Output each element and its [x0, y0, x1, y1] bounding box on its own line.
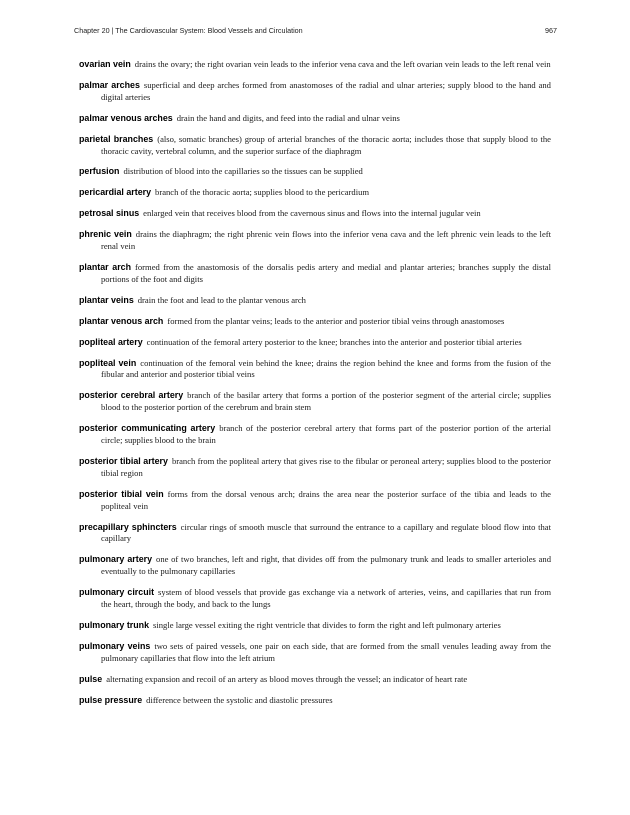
glossary-definition: superficial and deep arches formed from anastomoses of the radial and ulnar arteries; supply blood to the hand and digital arteries — [101, 79, 551, 102]
glossary-definition: continuation of the femoral vein behind the knee; drains the region behind the knee and forms from the fusion of the fibular and anterior and posterior tibial veins — [101, 357, 551, 380]
glossary-entry — [79, 229, 551, 253]
glossary-definition: single large vessel exiting the right ventricle that divides to form the right and left pulmonary arteries — [153, 620, 501, 630]
glossary-term: pulse pressure — [79, 694, 143, 705]
glossary-entry — [79, 337, 551, 349]
glossary-entry — [79, 113, 551, 125]
glossary-definition: distribution of blood into the capillaries so the tissues can be supplied — [123, 166, 363, 177]
glossary-entry — [79, 295, 551, 307]
glossary-term: posterior tibial vein — [79, 488, 164, 499]
glossary-definition: system of blood vessels that provide gas exchange via a network of arteries, veins, and capillaries that run from the heart, through the body, and back to the lungs — [101, 587, 551, 610]
glossary-entry — [79, 59, 551, 71]
glossary-list — [79, 59, 551, 716]
glossary-entry — [79, 641, 551, 665]
glossary-term: pulmonary trunk — [79, 620, 150, 630]
glossary-term: parietal branches — [79, 133, 154, 144]
glossary-definition: branch from the popliteal artery that gives rise to the fibular or peroneal artery; supplies blood to the posterior tibial region — [101, 455, 552, 478]
glossary-term: popliteal artery — [79, 336, 143, 347]
glossary-term: posterior cerebral artery — [79, 390, 184, 401]
glossary-definition: formed from the plantar veins; leads to the anterior and posterior tibial veins through anastomoses — [167, 315, 505, 326]
glossary-definition: enlarged vein that receives blood from the cavernous sinus and flows into the internal jugular vein — [143, 208, 481, 219]
glossary-term: posterior tibial artery — [79, 455, 168, 466]
glossary-term: palmar venous arches — [79, 112, 173, 123]
glossary-entry — [79, 187, 551, 199]
glossary-term: plantar veins — [79, 294, 134, 305]
glossary-entry — [79, 208, 551, 220]
page-number: 967 — [545, 26, 557, 35]
glossary-term: ovarian vein — [79, 59, 131, 69]
glossary-definition: branch of the basilar artery that forms a portion of the posterior segment of the arterial circle; supplies blood to the posterior portion of the cerebrum and brain stem — [101, 390, 551, 413]
glossary-term: phrenic vein — [79, 229, 132, 240]
glossary-term: popliteal vein — [79, 357, 137, 368]
glossary-term: pericardial artery — [79, 187, 152, 198]
glossary-definition: drains the ovary; the right ovarian vein leads to the inferior vena cava and the left ovarian vein leads to the left renal vein — [134, 59, 551, 69]
chapter-title: Chapter 20 | The Cardiovascular System: Blood Vessels and Circulation — [74, 26, 303, 35]
glossary-term: pulmonary circuit — [79, 587, 155, 598]
glossary-term: plantar arch — [79, 261, 132, 272]
glossary-definition: drain the foot and lead to the plantar venous arch — [137, 294, 306, 305]
glossary-term: petrosal sinus — [79, 208, 140, 219]
glossary-term: perfusion — [79, 166, 120, 177]
glossary-entry — [79, 390, 551, 414]
glossary-definition: one of two branches, left and right, that divides off from the pulmonary trunk and leads to smaller arterioles and eventually to the pulmonary capillaries — [101, 554, 551, 577]
glossary-entry — [79, 695, 551, 707]
glossary-definition: branch of the posterior cerebral artery that forms part of the posterior portion of the arterial circle; supplies blood to the brain — [101, 423, 551, 446]
glossary-entry — [79, 554, 551, 578]
glossary-definition: drain the hand and digits, and feed into the radial and ulnar veins — [176, 112, 400, 123]
glossary-definition: circular rings of smooth muscle that surround the entrance to a capillary and regulate blood flow into that capillary — [101, 521, 551, 544]
glossary-term: posterior communicating artery — [79, 423, 216, 434]
glossary-entry — [79, 316, 551, 328]
glossary-definition: two sets of paired vessels, one pair on each side, that are formed from the small venules leading away from the pulmonary capillaries that flow into the left atrium — [101, 640, 551, 663]
glossary-entry — [79, 80, 551, 104]
glossary-definition: formed from the anastomosis of the dorsalis pedis artery and medial and plantar arteries; branches supply the distal portions of the foot and digits — [101, 261, 551, 284]
glossary-entry — [79, 134, 551, 158]
glossary-entry — [79, 358, 551, 382]
glossary-entry — [79, 423, 551, 447]
glossary-entry — [79, 456, 551, 480]
glossary-term: pulse — [79, 673, 103, 684]
glossary-entry — [79, 674, 551, 686]
glossary-entry — [79, 587, 551, 611]
glossary-entry — [79, 522, 551, 546]
glossary-definition: branch of the thoracic aorta; supplies blood to the pericardium — [155, 187, 370, 198]
glossary-term: pulmonary artery — [79, 554, 153, 565]
glossary-term: pulmonary veins — [79, 640, 151, 651]
glossary-definition: drains the diaphragm; the right phrenic vein flows into the inferior vena cava and the left phrenic vein leads to the left renal vein — [101, 229, 552, 252]
glossary-definition: (also, somatic branches) group of arterial branches of the thoracic aorta; includes those that supply blood to the thoracic cavity, vertebral column, and the superior surface of the diaphragm — [101, 133, 551, 156]
running-header — [74, 26, 557, 38]
glossary-term: precapillary sphincters — [79, 521, 177, 532]
glossary-definition: forms from the dorsal venous arch; drains the area near the posterior surface of the tibia and leads to the popliteal vein — [101, 488, 551, 511]
glossary-term: palmar arches — [79, 79, 140, 90]
glossary-entry — [79, 620, 551, 632]
glossary-entry — [79, 489, 551, 513]
glossary-definition: continuation of the femoral artery posterior to the knee; branches into the anterior and posterior tibial arteries — [146, 336, 522, 347]
glossary-definition: difference between the systolic and diastolic pressures — [146, 694, 333, 705]
glossary-definition: alternating expansion and recoil of an artery as blood moves through the vessel; an indicator of heart rate — [106, 673, 468, 684]
glossary-entry — [79, 262, 551, 286]
glossary-term: plantar venous arch — [79, 315, 164, 326]
glossary-entry — [79, 166, 551, 178]
